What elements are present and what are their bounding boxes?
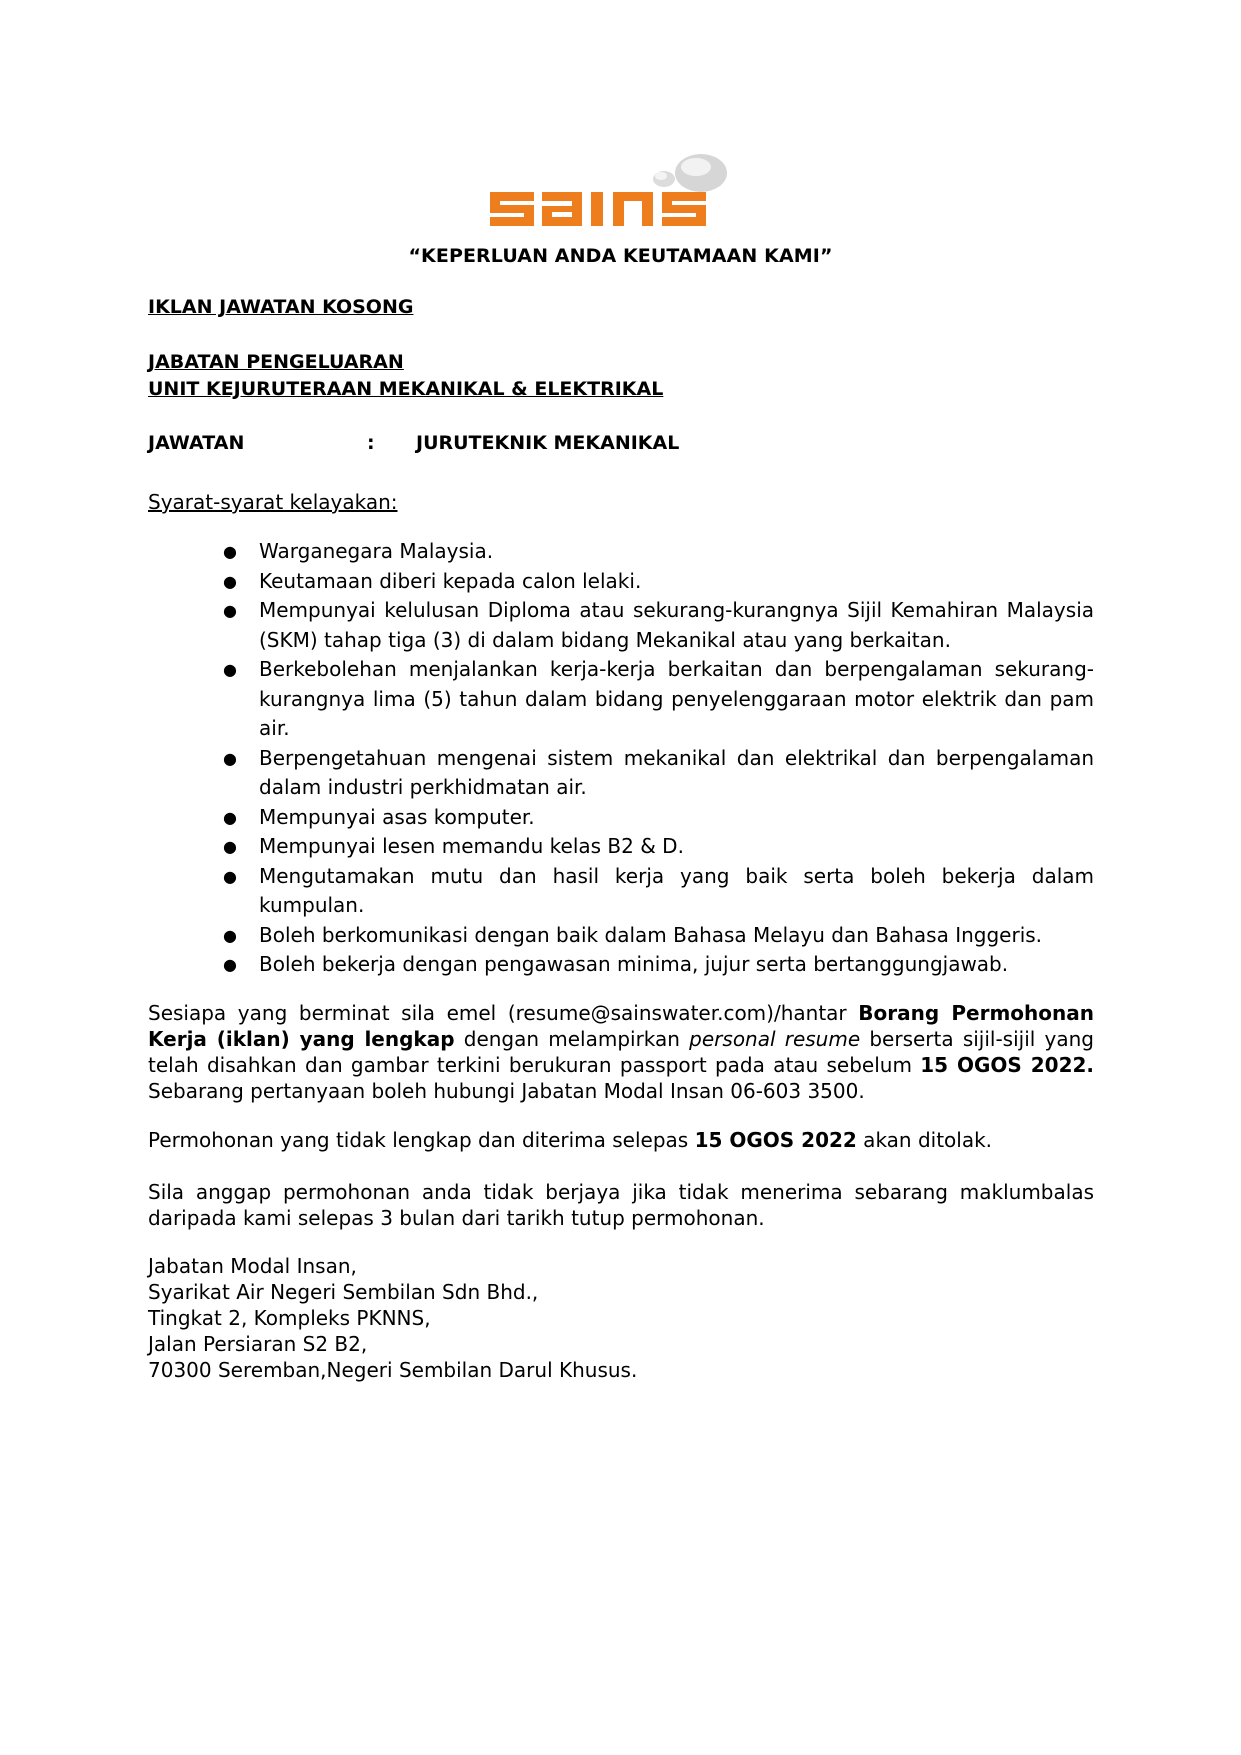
tagline: “KEPERLUAN ANDA KEUTAMAAN KAMI”: [408, 245, 833, 267]
position-separator: :: [367, 432, 375, 454]
list-item: ● Mempunyai kelulusan Diploma atau sekurang-kurangnya Sijil Kemahiran Malaysia (SKM) tahap tiga (3) di dalam bidang Mekanikal atau yang berkaitan.: [223, 598, 1094, 652]
bullet-icon: ●: [223, 542, 237, 561]
position-label: JAWATAN: [148, 432, 245, 454]
list-item: ● Warganegara Malaysia.: [148, 537, 1094, 567]
list-item: ● Mengutamakan mutu dan hasil kerja yang baik serta boleh bekerja dalam kumpulan.: [223, 863, 1094, 917]
position-value: JURUTEKNIK MEKANIKAL: [416, 432, 680, 454]
address-block: [148, 1253, 637, 1383]
bullet-icon: ●: [223, 601, 237, 620]
list-item: ● Mempunyai lesen memandu kelas B2 & D.: [148, 832, 1094, 862]
bullet-icon: ●: [223, 955, 237, 974]
bullet-icon: ●: [223, 866, 237, 886]
department-heading: JABATAN PENGELUARAN: [148, 351, 404, 373]
bullet-icon: ●: [223, 660, 237, 679]
ad-title: IKLAN JAWATAN KOSONG: [148, 296, 414, 318]
sains-logo: [488, 148, 750, 240]
list-item: ● Berpengetahuan mengenai sistem mekanikal dan elektrikal dan berpengalaman dalam industri perkhidmatan air.: [223, 745, 1094, 799]
bullet-icon: ●: [223, 748, 237, 768]
bullet-icon: ●: [223, 837, 237, 856]
bullet-icon: ●: [223, 571, 237, 591]
position-row: [148, 432, 1094, 458]
logo-wordmark: [490, 192, 706, 226]
address-line: 70300 Seremban,Negeri Sembilan Darul Khusus.: [148, 1358, 638, 1382]
bullet-icon: ●: [223, 807, 237, 827]
list-item: ● Boleh bekerja dengan pengawasan minima, jujur serta bertanggungjawab.: [148, 950, 1094, 980]
address-line: Jabatan Modal Insan,: [148, 1254, 357, 1278]
address-line: Syarikat Air Negeri Sembilan Sdn Bhd.,: [148, 1280, 539, 1304]
address-line: Tingkat 2, Kompleks PKNNS,: [148, 1306, 431, 1330]
requirements-list: [148, 537, 1094, 980]
rejection-paragraph: Permohonan yang tidak lengkap dan diterima selepas 15 OGOS 2022 akan ditolak.: [148, 1128, 993, 1152]
application-paragraph: Sesiapa yang berminat sila emel (resume@sainswater.com)/hantar Borang Permohonan Kerja (iklan) yang lengkap dengan melampirkan personal resume berserta sijil-sijil yang telah disahkan dan gambar terkini berukuran passport pada atau sebelum 15 OGOS 2022. Sebarang pertanyaan boleh hubungi Jabatan Modal Insan 06-603 3500.: [148, 1001, 1095, 1103]
list-item: ● Mempunyai asas komputer.: [148, 803, 1094, 833]
notice-paragraph: Sila anggap permohonan anda tidak berjaya jika tidak menerima sebarang maklumbalas daripada kami selepas 3 bulan dari tarikh tutup permohonan.: [148, 1180, 1094, 1230]
list-item: ● Boleh berkomunikasi dengan baik dalam Bahasa Melayu dan Bahasa Inggeris.: [148, 921, 1094, 951]
requirements-title: Syarat-syarat kelayakan:: [148, 490, 398, 514]
address-line: Jalan Persiaran S2 B2,: [148, 1332, 368, 1356]
bullet-icon: ●: [223, 925, 237, 945]
list-item: ● Keutamaan diberi kepada calon lelaki.: [148, 567, 1094, 597]
unit-heading: UNIT KEJURUTERAAN MEKANIKAL & ELEKTRIKAL: [148, 378, 664, 400]
list-item: ● Berkebolehan menjalankan kerja-kerja berkaitan dan berpengalaman sekurang-kurangnya lima (5) tahun dalam bidang penyelenggaraan motor elektrik dan pam air.: [223, 657, 1094, 740]
